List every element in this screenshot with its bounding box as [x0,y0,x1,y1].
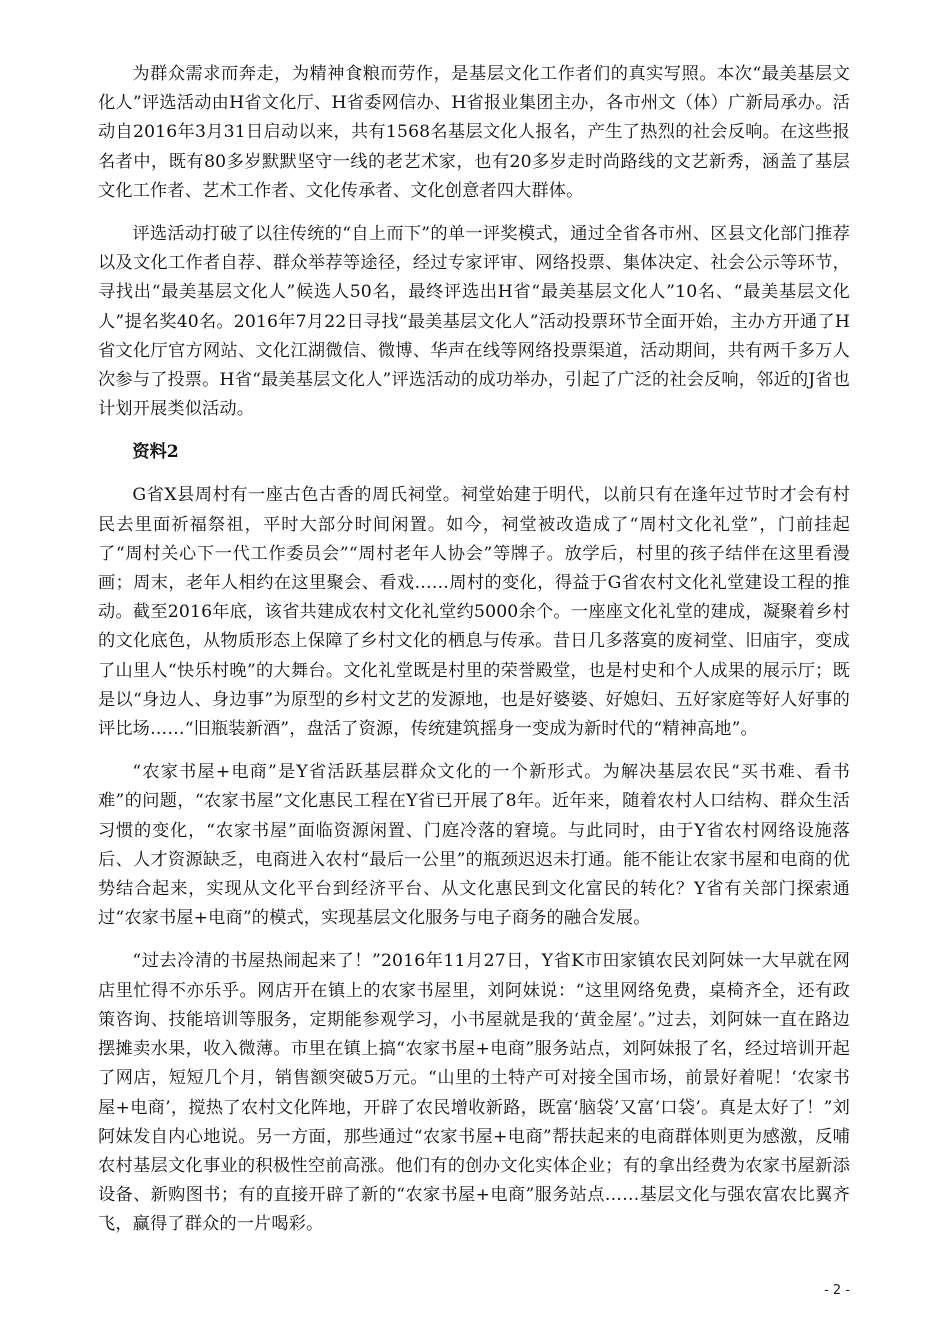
section-heading: 资料2 [132,442,179,463]
paragraph: G省X县周村有一座古色古香的周氏祠堂。祠堂始建于明代，以前只有在逢年过节时才会有村民去里面祈福祭祖，平时大部分时间闲置。如今，祠堂被改造成了“周村文化礼堂”，门前挂起了“周村关心下一代工作委员会”“周村老年人协会”等牌子。放学后，村里的孩子结伴在这里看漫画；周末，老年人相约在这里聚会、看戏……周村的变化，得益于G省农村文化礼堂建设工程的推动。截至2016年底，该省共建成农村文化礼堂约5000余个。一座座文化礼堂的建成，凝聚着乡村的文化底色，从物质形态上保障了乡村文化的栖息与传承。昔日几多落寞的废祠堂、旧庙宇，变成了山里人“快乐村晚”的大舞台。文化礼堂既是村里的荣誉殿堂，也是村史和个人成果的展示厅；既是以“身边人、身边事”为原型的乡村文艺的发源地，也是好婆婆、好媳妇、五好家庭等好人好事的评比场……“旧瓶装新酒”，盘活了资源，传统建筑摇身一变成为新时代的“精神高地”。 [98,485,850,740]
paragraph: “农家书屋+电商”是Y省活跃基层群众文化的一个新形式。为解决基层农民“买书难、看书难”的问题，“农家书屋”文化惠民工程在Y省已开展了8年。近年来，随着农村人口结构、群众生活习惯的变化，“农家书屋”面临资源闲置、门庭冷落的窘境。与此同时，由于Y省农村网络设施落后、人才资源缺乏，电商进入农村“最后一公里”的瓶颈迟迟未打通。能不能让农家书屋和电商的优势结合起来，实现从文化平台到经济平台、从文化惠民到文化富民的转化？Y省有关部门探索通过“农家书屋+电商”的模式，实现基层文化服务与电子商务的融合发展。 [98,762,850,929]
paragraph: 评选活动打破了以往传统的“自上而下”的单一评奖模式，通过全省各市州、区县文化部门推荐以及文化工作者自荐、群众举荐等途径，经过专家评审、网络投票、集体决定、社会公示等环节，寻找出“最美基层文化人”候选人50名，最终评选出H省“最美基层文化人”10名、“最美基层文化人”提名奖40名。2016年7月22日寻找“最美基层文化人”活动投票环节全面开始，主办方开通了H省文化厅官方网站、文化江湖微信、微博、华声在线等网络投票渠道，活动期间，共有两千多万人次参与了投票。H省“最美基层文化人”评选活动的成功举办，引起了广泛的社会反响，邻近的J省也计划开展类似活动。 [98,224,850,420]
page-content [98,60,850,1254]
page-number: - 2 - [824,1283,850,1298]
paragraph: 为群众需求而奔走，为精神食粮而劳作，是基层文化工作者们的真实写照。本次“最美基层文化人”评选活动由H省文化厅、H省委网信办、H省报业集团主办，各市州文（体）广新局承办。活动自2016年3月31日启动以来，共有1568名基层文化人报名，产生了热烈的社会反响。在这些报名者中，既有80多岁默默坚守一线的老艺术家，也有20多岁走时尚路线的文艺新秀，涵盖了基层文化工作者、艺术工作者、文化传承者、文化创意者四大群体。 [98,64,850,201]
paragraph: “过去冷清的书屋热闹起来了！”2016年11月27日，Y省K市田家镇农民刘阿妹一大早就在网店里忙得不亦乐乎。网店开在镇上的农家书屋里，刘阿妹说：“这里网络免费，桌椅齐全，还有政策咨询、技能培训等服务，定期能参观学习，小书屋就是我的‘黄金屋’。”过去，刘阿妹一直在路边摆摊卖水果，收入微薄。市里在镇上搞“农家书屋+电商”服务站点，刘阿妹报了名，经过培训开起了网店，短短几个月，销售额突破5万元。“山里的土特产可对接全国市场，前景好着呢！‘农家书屋+电商’，搅热了农村文化阵地，开辟了农民增收新路，既富‘脑袋’又富‘口袋’。真是太好了！”刘阿妹发自内心地说。另一方面，那些通过“农家书屋+电商”帮扶起来的电商群体则更为感激，反哺农村基层文化事业的积极性空前高涨。他们有的创办文化实体企业；有的拿出经费为农家书屋新添设备、新购图书；有的直接开辟了新的“农家书屋+电商”服务站点……基层文化与强农富农比翼齐飞，赢得了群众的一片喝彩。 [98,951,850,1235]
